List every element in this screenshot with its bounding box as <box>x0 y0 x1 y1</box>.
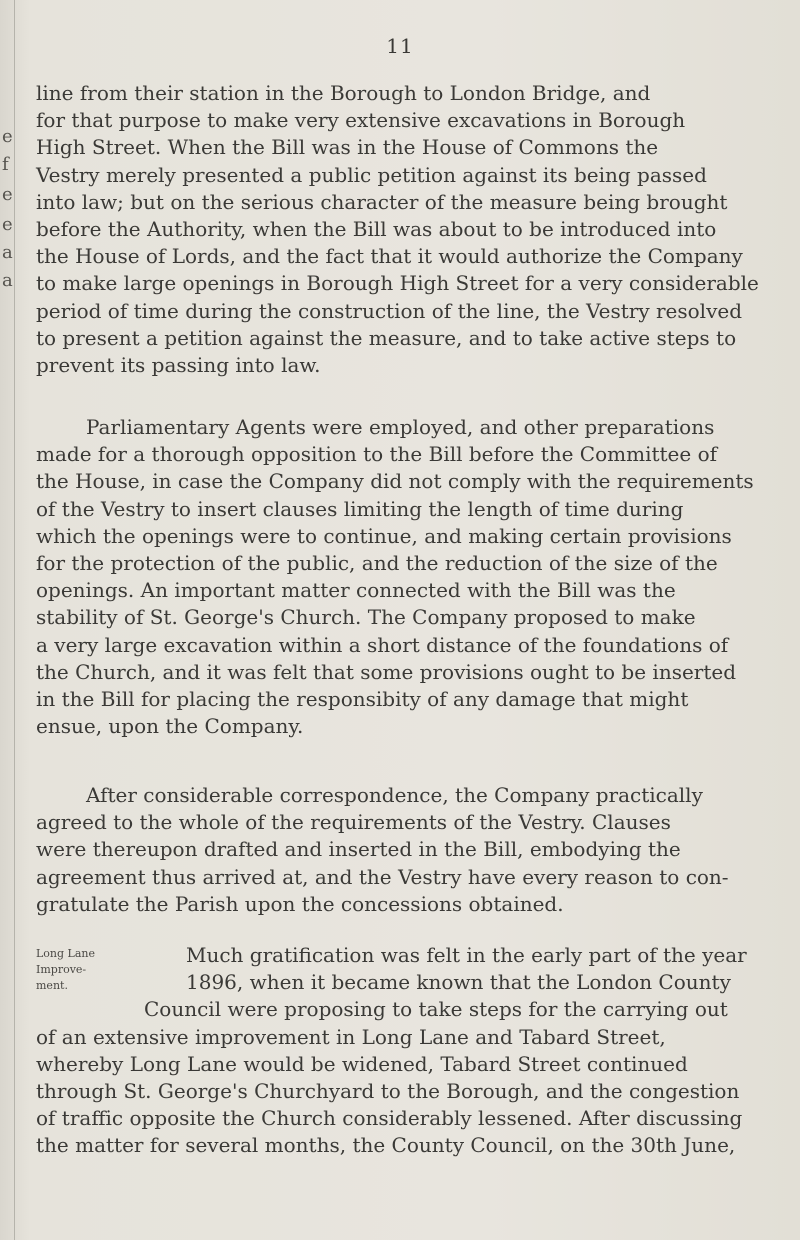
text-line: line from their station in the Borough to London Bridge, and <box>36 81 651 105</box>
paragraph <box>36 414 754 740</box>
edge-fragment: a <box>2 242 13 263</box>
edge-fragment: e <box>2 184 13 205</box>
paragraph <box>36 782 742 918</box>
margin-note-line: Improve- <box>36 963 87 976</box>
text-line: through St. George's Churchyard to the Borough, and the congestion <box>36 1079 740 1104</box>
text-line: before the Authority, when the Bill was about to be introduced into <box>36 217 717 242</box>
text-line: agreed to the whole of the requirements of the Vestry. Clauses <box>36 810 671 835</box>
text-line: were thereupon drafted and inserted in the Bill, embodying the <box>36 837 681 862</box>
text-line: to present a petition against the measure, and to take active steps to <box>36 325 737 350</box>
margin-note-line: Long Lane <box>36 947 96 960</box>
text-line: to make large openings in Borough High Street for a very considerable <box>36 271 759 296</box>
paragraph <box>36 80 759 379</box>
text-line: whereby Long Lane would be widened, Tabard Street continued <box>36 1051 688 1076</box>
text-line: Much gratification was felt in the early part of the year <box>186 943 747 967</box>
text-line: the House, in case the Company did not comply with the requirements <box>36 469 754 494</box>
text-line: Vestry merely presented a public petition against its being passed <box>36 162 707 187</box>
text-line: made for a thorough opposition to the Bill before the Committee of <box>36 442 718 467</box>
text-line: into law; but on the serious character of the measure being brought <box>36 189 728 214</box>
text-line: openings. An important matter connected with the Bill was the <box>36 578 676 603</box>
text-line: High Street. When the Bill was in the House of Commons the <box>36 135 659 160</box>
text-line: Parliamentary Agents were employed, and other preparations <box>86 415 715 439</box>
text-line: in the Bill for placing the responsibity of any damage that might <box>36 687 689 712</box>
text-line: 1896, when it became known that the London County <box>186 970 731 995</box>
text-line: the Church, and it was felt that some provisions ought to be inserted <box>36 659 737 684</box>
text-line: for that purpose to make very extensive excavations in Borough <box>36 108 686 133</box>
text-line: gratulate the Parish upon the concessions obtained. <box>36 891 564 916</box>
text-line: prevent its passing into law. <box>36 353 321 378</box>
text-line: for the protection of the public, and the reduction of the size of the <box>36 551 718 576</box>
text-line: stability of St. George's Church. The Company proposed to make <box>36 605 696 630</box>
text-line: agreement thus arrived at, and the Vestry have every reason to con- <box>36 864 729 889</box>
text-line: After considerable correspondence, the Company practically <box>86 783 703 807</box>
page-number: 11 <box>386 34 414 58</box>
edge-fragment: f <box>2 154 9 175</box>
edge-fragment: a <box>2 270 13 291</box>
text-line: a very large excavation within a short distance of the foundations of <box>36 632 729 657</box>
text-line: which the openings were to continue, and making certain provisions <box>36 523 732 548</box>
edge-fragment: e <box>2 214 13 235</box>
text-line: the matter for several months, the County Council, on the 30th June, <box>36 1133 736 1158</box>
text-line: ensue, upon the Company. <box>36 714 304 739</box>
text-line: the House of Lords, and the fact that it would authorize the Company <box>36 244 743 269</box>
text-line: of an extensive improvement in Long Lane and Tabard Street, <box>36 1024 666 1049</box>
margin-note-line: ment. <box>36 979 68 992</box>
text-line: period of time during the construction of the line, the Vestry resolved <box>36 298 743 323</box>
text-line: of traffic opposite the Church considerably lessened. After discussing <box>36 1106 743 1131</box>
edge-fragment: e <box>2 126 13 147</box>
gutter-line <box>14 0 15 1240</box>
text-line: Council were proposing to take steps for the carrying out <box>144 997 728 1022</box>
paragraph <box>36 942 747 1160</box>
text-line: of the Vestry to insert clauses limiting the length of time during <box>36 496 684 521</box>
